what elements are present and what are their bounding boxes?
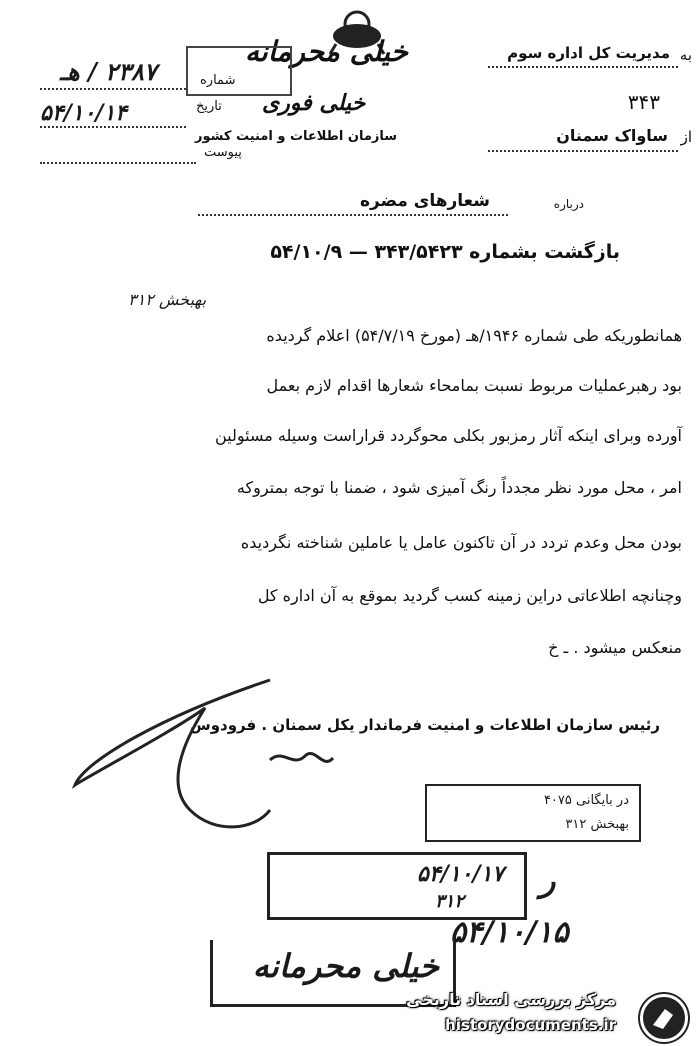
archive-stamp-line-1: در بایگانی ۴۰۷۵ — [543, 793, 629, 808]
received-stamp — [267, 852, 527, 920]
body-line-3: آورده وبرای اینکه آثار رمزبور بکلی محوگردد قراراست وسیله مسئولین — [214, 426, 682, 445]
received-stamp-code: ۳۱۲ — [434, 891, 464, 912]
signature-scribble — [55, 660, 335, 840]
body-line-6: وچنانچه اطلاعاتی دراین زمینه کسب گردید بموقع به آن اداره کل — [257, 586, 682, 605]
body-line-2: بود رهبرعملیات مربوط نسبت بمامحاء شعارها اقدام لازم بعمل — [266, 376, 682, 395]
stamp-mark: ر — [540, 861, 556, 899]
number-stamp-frame — [186, 46, 292, 96]
watermark-url: historydocuments.ir — [445, 1016, 616, 1034]
attachment-label: پیوست — [204, 145, 242, 160]
org-name: سازمان اطلاعات و امنیت کشور — [195, 129, 398, 144]
archive-stamp-line-2: بهبخش ۳۱۲ — [565, 817, 629, 832]
stamp-top-secret: خیلی محرمانه — [245, 35, 408, 68]
handwritten-annotation: بهبخش ۳۱۲ — [128, 290, 207, 309]
body-line-1: همانطوریکه طی شماره ۱۹۴۶/هـ (مورخ ۵۴/۷/۱۹) اعلام گردیده — [266, 326, 682, 345]
number-value: ۲۳۸۷ / هـ — [60, 57, 157, 86]
body-line-7: منعکس میشود . ـ خ — [548, 638, 682, 657]
subject-label: درباره — [553, 197, 584, 211]
to-label: به — [679, 46, 692, 64]
archive-logo-icon — [640, 994, 688, 1042]
body-line-5: بودن محل وعدم تردد در آن تاکنون عامل یا عاملین شناخته نگردیده — [240, 533, 682, 552]
body-line-4: امر ، محل مورد نظر مجدداً رنگ آمیزی شود ، ضمنا با توجه بمتروکه — [236, 478, 682, 497]
classification-text: خیلی محرمانه — [252, 947, 439, 985]
date-value: ۵۴/۱۰/۱۴ — [40, 100, 127, 126]
subject-value: شعارهای مضره — [359, 191, 490, 211]
number-label: شماره — [200, 73, 236, 88]
watermark-title: مرکز بررسی اسناد تاریخی — [406, 990, 616, 1009]
stamp-urgent: خیلی فوری — [262, 90, 366, 116]
received-stamp-date: ۵۴/۱۰/۱۷ — [417, 861, 504, 887]
signature-title: رئیس سازمان اطلاعات و امنیت فرماندار یکل سمنان . فرودوس — [190, 716, 660, 734]
archive-stamp — [425, 784, 641, 842]
reference-line: بازگشت بشماره ۳۴۳/۵۴۲۳ — ۵۴/۱۰/۹ — [270, 241, 620, 263]
from-value: ساواک سمنان — [556, 126, 668, 145]
from-label: از — [680, 128, 692, 146]
from-code: ۳۴۳ — [627, 90, 660, 114]
handwritten-date: ۵۴/۱۰/۱۵ — [450, 915, 569, 950]
to-value: مدیریت کل اداره سوم — [507, 44, 670, 62]
date-label: تاریخ — [196, 99, 222, 114]
